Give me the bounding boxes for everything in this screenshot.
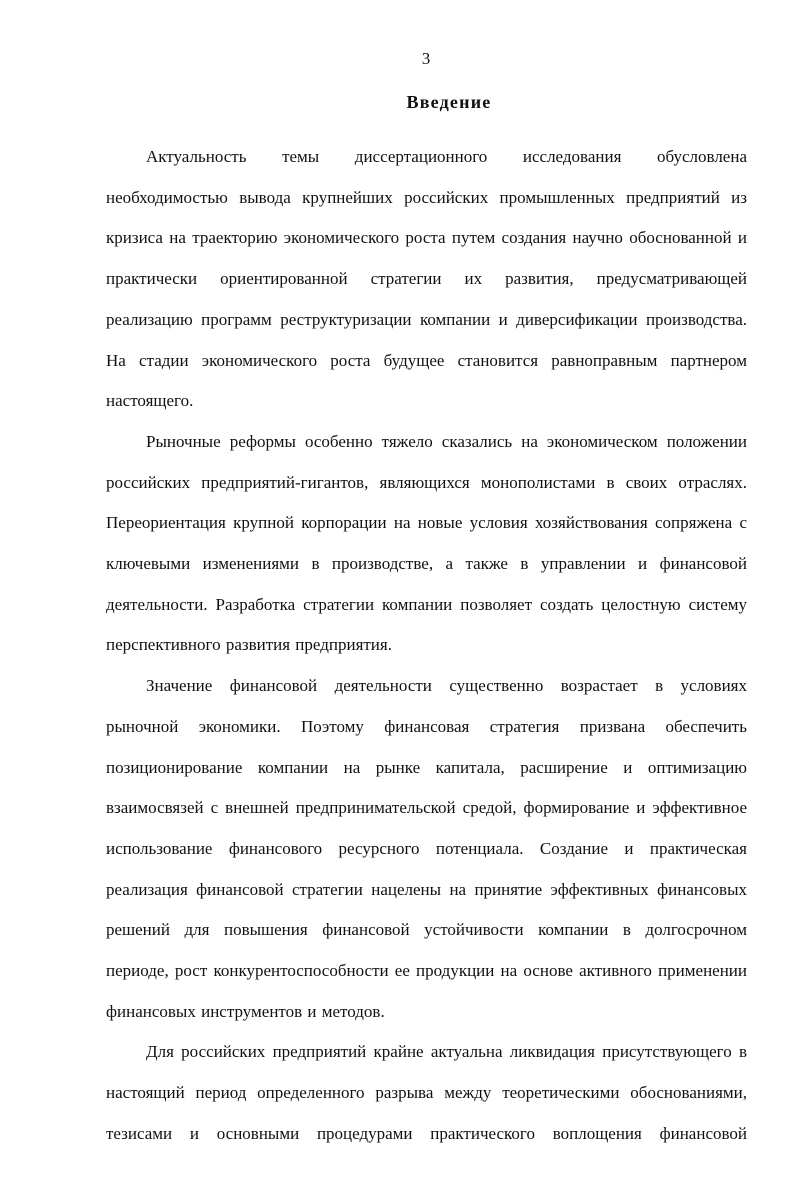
paragraph-1: Актуальность темы диссертационного исследования обусловлена необходимостью вывода крупнейших российских промышленных предприятий из кризиса на траекторию экономического роста путем создания научно обоснованной и практически ориентированной стратегии их развития, предусматривающей реализацию программ реструктуризации компании и диверсификации производства. На стадии экономического роста будущее становится равноправным партнером настоящего. xyxy=(106,147,747,411)
page-number: 3 xyxy=(421,49,431,68)
paragraph-4: Для российских предприятий крайне актуальна ликвидация присутствующего в настоящий период определенного разрыва между теоретическими обоснованиями, тезисами и основными процедурами практического воплощения финансовой xyxy=(106,1042,747,1143)
body-text xyxy=(106,137,747,1155)
section-title: Введение xyxy=(406,92,492,112)
paragraph-2: Рыночные реформы особенно тяжело сказались на экономическом положении российских предприятий-гигантов, являющихся монополистами в своих отраслях. Переориентация крупной корпорации на новые условия хозяйствования сопряжена с ключевыми изменениями в производстве, а также в управлении и финансовой деятельности. Разработка стратегии компании позволяет создать целостную систему перспективного развития предприятия. xyxy=(106,431,747,655)
paragraph-3: Значение финансовой деятельности существенно возрастает в условиях рыночной экономики. Поэтому финансовая стратегия призвана обеспечить позиционирование компании на рынке капитала, расширение и оптимизацию взаимосвязей с внешней предпринимательской средой, формирование и эффективное использование финансового ресурсного потенциала. Создание и практическая реализация финансовой стратегии нацелены на принятие эффективных финансовых решений для повышения финансовой устойчивости компании в долгосрочном периоде, рост конкурентоспособности ее продукции на основе активного применении финансовых инструментов и методов. xyxy=(106,676,747,1021)
